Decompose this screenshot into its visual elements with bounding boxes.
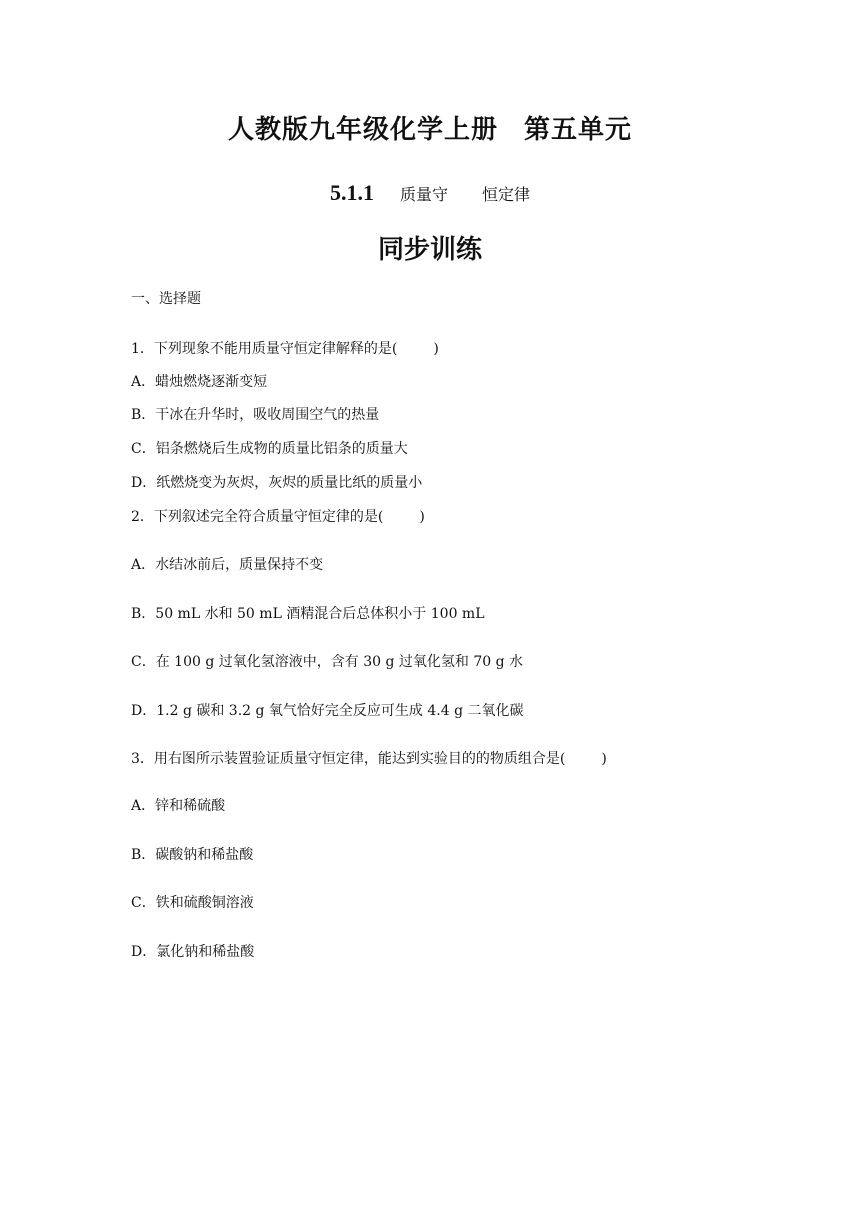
question-1-option-b: B．干冰在升华时，吸收周围空气的热量: [131, 407, 380, 423]
question-3-option-b: B．碳酸钠和稀盐酸: [131, 847, 254, 863]
question-close-paren: ): [433, 341, 439, 357]
question-2-option-d: D．1.2 g 碳和 3.2 g 氧气恰好完全反应可生成 4.4 g 二氧化碳: [131, 703, 524, 719]
question-1-option-d: D．纸燃烧变为灰烬，灰烬的质量比纸的质量小: [131, 475, 423, 491]
question-text: 3．用右图所示装置验证质量守恒定律，能达到实验目的的物质组合是(: [131, 751, 566, 767]
question-1-stem: [131, 340, 439, 358]
title-right: 第五单元: [524, 115, 633, 145]
question-3-option-d: D．氯化钠和稀盐酸: [131, 944, 255, 960]
section-number: 5.1.1: [329, 180, 374, 205]
question-close-paren: ): [419, 509, 425, 525]
section-heading: 一、选择题: [131, 291, 201, 307]
question-text: 1．下列现象不能用质量守恒定律解释的是(: [131, 341, 398, 357]
question-1-option-c: C．铝条燃烧后生成物的质量比铝条的质量大: [131, 441, 408, 457]
question-2-option-b: B．50 mL 水和 50 mL 酒精混合后总体积小于 100 mL: [131, 606, 485, 622]
question-text: 2．下列叙述完全符合质量守恒定律的是(: [131, 509, 384, 525]
question-3-option-a: A．锌和稀硫酸: [131, 798, 226, 814]
question-2-option-a: A．水结冰前后，质量保持不变: [131, 557, 324, 573]
title-left: 人教版九年级化学上册: [227, 115, 498, 145]
question-close-paren: ): [601, 751, 607, 767]
section-part-1: 质量守: [399, 185, 448, 204]
question-2-option-c: C．在 100 g 过氧化氢溶液中，含有 30 g 过氧化氢和 70 g 水: [131, 654, 523, 670]
document-subtitle: 同步训练: [377, 235, 482, 265]
question-2-stem: [131, 508, 425, 526]
section-title: [0, 180, 860, 206]
question-1-option-a: A．蜡烛燃烧逐渐变短: [131, 374, 268, 390]
question-3-stem: [131, 750, 607, 768]
question-3-option-c: C．铁和硫酸铜溶液: [131, 895, 254, 911]
document-title: [0, 109, 860, 146]
section-part-2: 恒定律: [482, 185, 531, 204]
